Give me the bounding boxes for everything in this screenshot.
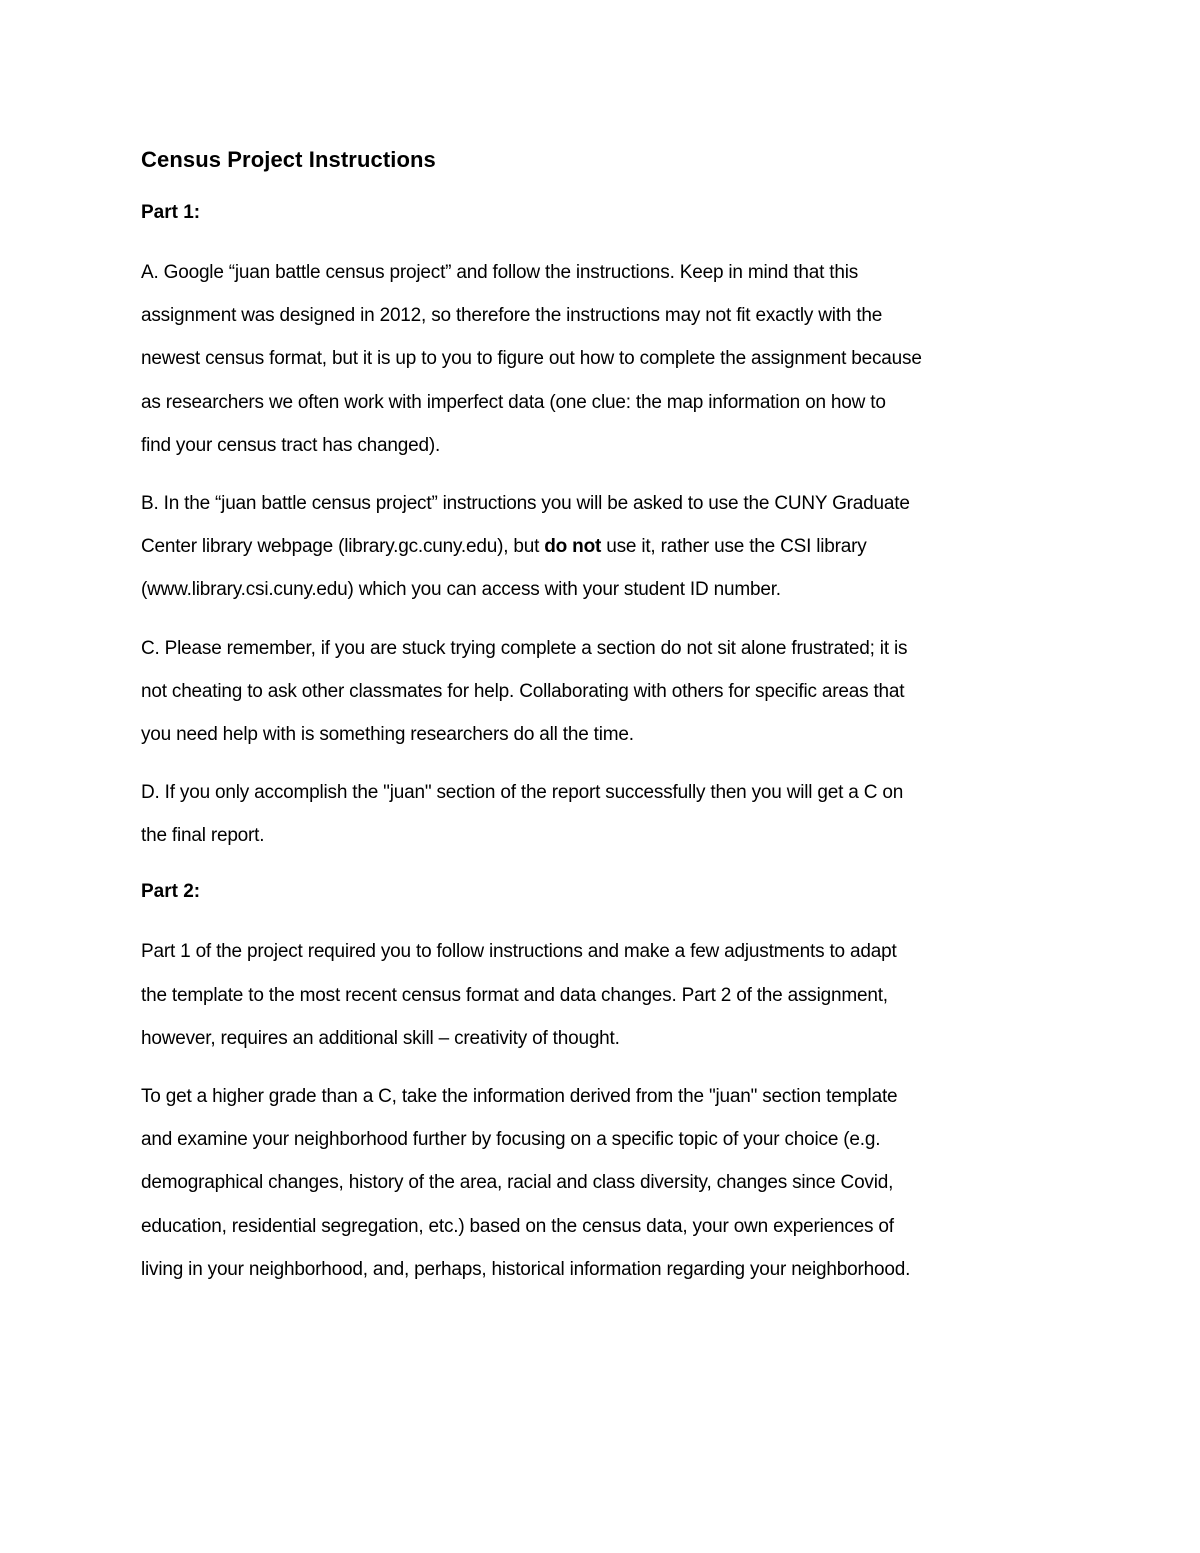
paragraph-a: [141, 251, 1071, 467]
paragraph-c-line: not cheating to ask other classmates for help. Collaborating with others for specific areas that: [141, 680, 905, 702]
paragraph-a-line: A. Google “juan battle census project” and follow the instructions. Keep in mind that this: [141, 262, 859, 283]
paragraph-part2-grading-line: living in your neighborhood, and, perhaps, historical information regarding your neighborhood.: [141, 1258, 911, 1280]
part-1-heading: Part 1:: [141, 202, 201, 223]
paragraph-c-line: you need help with is something researchers do all the time.: [141, 723, 634, 745]
paragraph-d: [141, 771, 1071, 857]
paragraph-c: [141, 627, 1071, 757]
paragraph-part2-intro-line: Part 1 of the project required you to follow instructions and make a few adjustments to adapt: [141, 941, 897, 963]
paragraph-b: [141, 482, 1071, 612]
document-body: [141, 140, 1071, 1306]
paragraph-a-line: as researchers we often work with imperfect data (one clue: the map information on how to: [141, 391, 886, 413]
do-not-emphasis: do not: [544, 536, 602, 558]
paragraph-part2-grading-line: education, residential segregation, etc.) based on the census data, your own experiences of: [141, 1215, 894, 1237]
paragraph-part2-intro-line: however, requires an additional skill – creativity of thought.: [141, 1027, 620, 1049]
paragraph-c-line: C. Please remember, if you are stuck trying complete a section do not sit alone frustrated; it is: [141, 637, 908, 659]
paragraph-a-line: find your census tract has changed).: [141, 434, 441, 456]
paragraph-part2-grading-line: and examine your neighborhood further by focusing on a specific topic of your choice (e.g.: [141, 1129, 881, 1151]
paragraph-part2-grading-line: demographical changes, history of the area, racial and class diversity, changes since Covid,: [141, 1172, 894, 1194]
paragraph-a-line: assignment was designed in 2012, so therefore the instructions may not fit exactly with the: [141, 305, 883, 327]
paragraph-b-line: (www.library.csi.cuny.edu) which you can access with your student ID number.: [141, 579, 781, 601]
paragraph-a-line: newest census format, but it is up to you to figure out how to complete the assignment because: [141, 348, 922, 370]
part-2-heading: Part 2:: [141, 881, 201, 903]
document-title: Census Project Instructions: [141, 147, 436, 172]
paragraph-part2-grading-line: To get a higher grade than a C, take the information derived from the "juan" section template: [141, 1086, 898, 1107]
paragraph-d-line: the final report.: [141, 825, 265, 847]
paragraph-b-text: use it, rather use the CSI library: [601, 536, 867, 558]
paragraph-part2-intro: [141, 930, 1071, 1060]
paragraph-part2-intro-line: the template to the most recent census format and data changes. Part 2 of the assignment,: [141, 984, 888, 1006]
paragraph-b-line: B. In the “juan battle census project” instructions you will be asked to use the CUNY Graduate: [141, 492, 910, 514]
paragraph-b-text: Center library webpage (library.gc.cuny.edu), but: [141, 536, 545, 558]
paragraph-b-line: [141, 525, 1071, 568]
paragraph-part2-grading: [141, 1075, 1071, 1291]
paragraph-d-line: D. If you only accomplish the "juan" section of the report successfully then you will get a C on: [141, 782, 904, 804]
